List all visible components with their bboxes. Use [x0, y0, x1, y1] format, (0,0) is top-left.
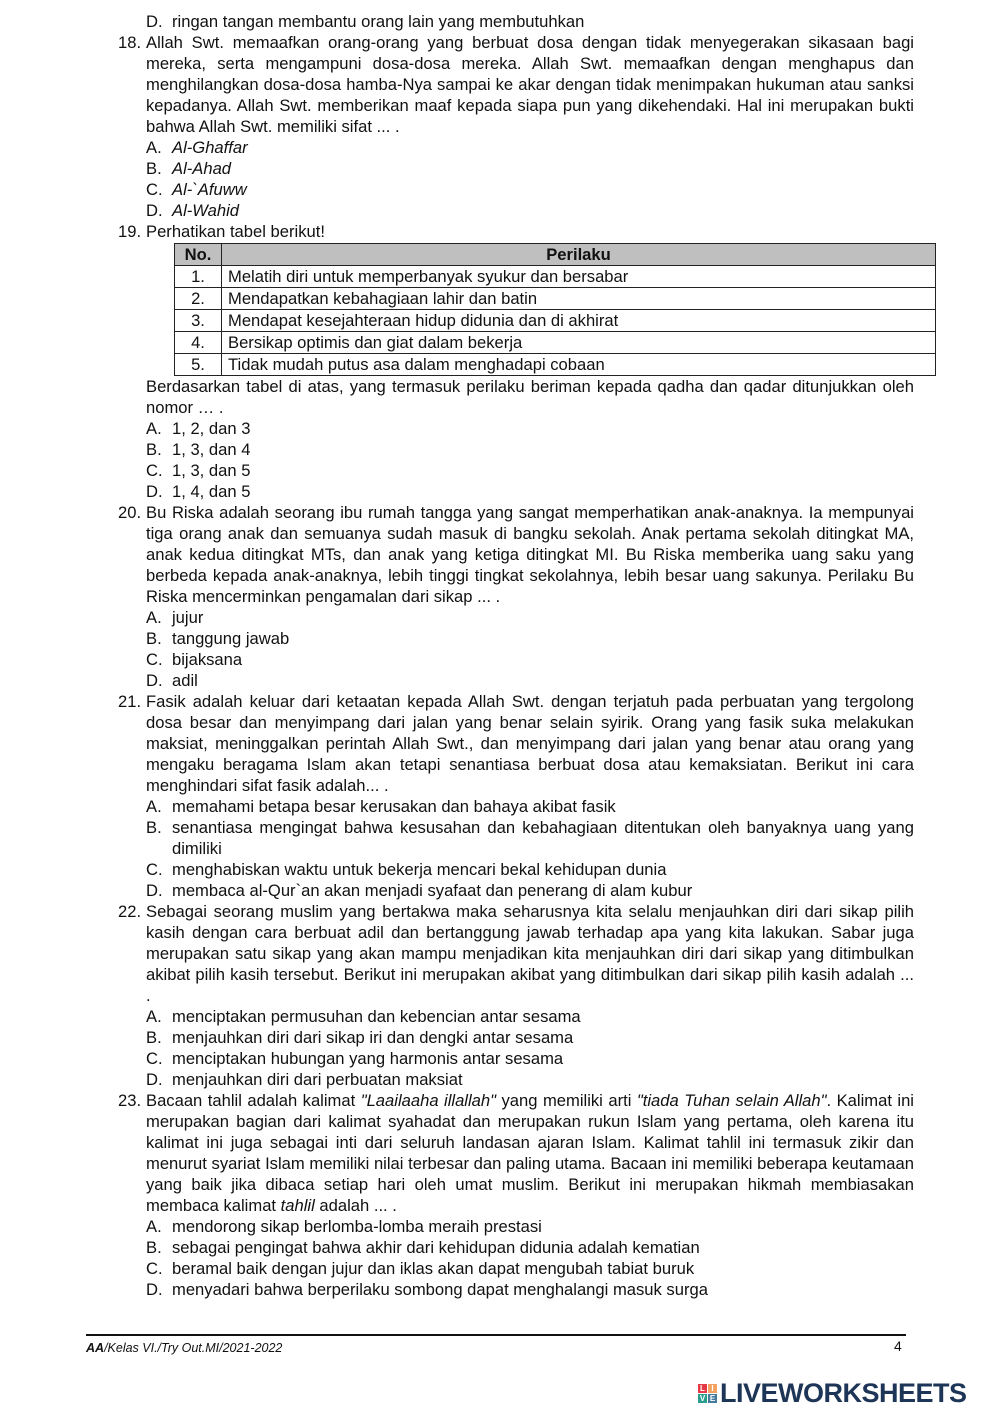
option-text: menghabiskan waktu untuk bekerja mencari bekal kehidupan dunia [172, 860, 667, 879]
option-label: C. [146, 1049, 163, 1068]
option-label: D. [146, 1280, 163, 1299]
option-label: A. [146, 138, 162, 157]
question-text-segment: Allah Swt. memaafkan orang-orang yang berbuat dosa dengan tidak menyegerakan sikasaan bagi mereka, serta mengampuni dosa-dosa mereka. Allah Swt. memaafkan dengan menghapus dan menghilangkan dosa-dosa hamba-Nya sampai ke akar dengan tidak menimpakan hukuman atau sanksi kepadanya. Allah Swt. memberikan maaf kepada siapa pun yang dikehendaki. Hal ini merupakan bukti bahwa Allah Swt. memiliki sifat ... . [146, 33, 914, 136]
question-text-segment: tahlil [280, 1196, 315, 1215]
option-text: menyadari bahwa berperilaku sombong dapat menghalangi masuk surga [172, 1280, 708, 1299]
answer-option [146, 179, 914, 200]
answer-option [146, 670, 914, 691]
option-label: B. [146, 818, 162, 837]
option-label: D. [146, 482, 163, 501]
footer-doc-code [86, 1338, 282, 1359]
question-text [146, 502, 914, 607]
footer-divider [86, 1334, 906, 1336]
answer-option [146, 481, 914, 502]
question-text [146, 221, 914, 242]
footer-initials: AA [86, 1341, 105, 1355]
logo-mark-letter: E [709, 1393, 716, 1403]
table-cell: Tidak mudah putus asa dalam menghadapi cobaan [222, 354, 936, 376]
logo-mark-icon [698, 1384, 717, 1403]
table-cell: Bersikap optimis dan giat dalam bekerja [222, 332, 936, 354]
question-list [118, 32, 914, 1300]
question-23 [118, 1090, 914, 1300]
option-text: beramal baik dengan jujur dan iklas akan dapat mengubah tabiat buruk [172, 1259, 695, 1278]
table-row [175, 332, 936, 354]
option-label: A. [146, 1007, 162, 1026]
answer-option [146, 1237, 914, 1258]
answer-option [146, 628, 914, 649]
table-header: Perilaku [222, 244, 936, 266]
question-text [146, 1090, 914, 1216]
option-label: A. [146, 797, 162, 816]
option-label: D. [146, 1070, 163, 1089]
question-number: 21. [118, 692, 142, 711]
table-cell: 1. [175, 266, 222, 288]
question-text-segment: Sebagai seorang muslim yang bertakwa maka seharusnya kita selalu menjauhkan diri dari sikap pilih kasih dengan cara berbuat adil dan bertanggung jawab terhadap apa yang kita lakukan. Sabar juga merupakan satu sikap yang akan mampu menjadikan kita menjauhkan diri dari sikap yang ditimbulkan akibat pilih kasih tersebut. Berikut ini merupakan akibat yang ditimbulkan dari sikap pilih kasih adalah ... . [146, 902, 914, 1005]
question-number: 23. [118, 1091, 142, 1110]
option-label: C. [146, 1259, 163, 1278]
table-row [175, 288, 936, 310]
option-text: ringan tangan membantu orang lain yang membutuhkan [172, 12, 585, 31]
table-cell: 3. [175, 310, 222, 332]
option-text: Al-Ahad [172, 159, 232, 178]
option-text: sebagai pengingat bahwa akhir dari kehidupan didunia adalah kematian [172, 1238, 700, 1257]
option-text: menciptakan permusuhan dan kebencian antar sesama [172, 1007, 581, 1026]
question-22 [118, 901, 914, 1090]
option-text: Al-Ghaffar [172, 138, 248, 157]
option-label: A. [146, 1217, 162, 1236]
table-cell: 4. [175, 332, 222, 354]
answer-option [146, 137, 914, 158]
option-label: B. [146, 629, 162, 648]
question-followup: Berdasarkan tabel di atas, yang termasuk perilaku beriman kepada qadha dan qadar ditunjukkan oleh nomor … . [146, 377, 914, 417]
option-label: D. [146, 671, 163, 690]
option-text: menjauhkan diri dari perbuatan maksiat [172, 1070, 463, 1089]
option-text: bijaksana [172, 650, 243, 669]
liveworksheets-logo [698, 1378, 967, 1408]
option-text: jujur [172, 608, 204, 627]
answer-option [146, 649, 914, 670]
option-text: mendorong sikap berlomba-lomba meraih prestasi [172, 1217, 542, 1236]
option-text: 1, 2, dan 3 [172, 419, 251, 438]
question-21 [118, 691, 914, 901]
option-label: C. [146, 650, 163, 669]
option-label: D. [146, 12, 163, 31]
option-label: D. [146, 881, 163, 900]
answer-option [146, 859, 914, 880]
answer-option [146, 1279, 914, 1300]
table-cell: Mendapatkan kebahagiaan lahir dan batin [222, 288, 936, 310]
answer-option [146, 460, 914, 481]
option-label: A. [146, 608, 162, 627]
option-label: B. [146, 1028, 162, 1047]
behavior-table [174, 243, 936, 376]
logo-mark-letter: V [699, 1393, 706, 1403]
footer-code: /Kelas VI./Try Out.MI/2021-2022 [104, 1341, 283, 1355]
option-label: D. [146, 201, 163, 220]
option-label: B. [146, 159, 162, 178]
question-text [146, 901, 914, 1006]
question-text-segment: Bacaan tahlil adalah kalimat [146, 1091, 361, 1110]
answer-option [146, 158, 914, 179]
answer-option [146, 1258, 914, 1279]
answer-option [146, 439, 914, 460]
table-cell: 5. [175, 354, 222, 376]
question-19 [118, 221, 914, 502]
table-cell: Melatih diri untuk memperbanyak syukur dan bersabar [222, 266, 936, 288]
question-18 [118, 32, 914, 221]
question-text-segment: Fasik adalah keluar dari ketaatan kepada Allah Swt. dengan terjatuh pada perbuatan yang tergolong dosa besar dan menyimpang dari jalan yang benar selain syirik. Orang yang fasik suka melakukan maksiat, meninggalkan perintah Allah Swt., dan menyimpang dari jalan yang benar atau orang yang mengaku beragama Islam akan tetapi senantiasa berbuat dosa atau kemaksiatan. Berikut ini cara menghindari sifat fasik adalah... . [146, 692, 914, 795]
table-header: No. [175, 244, 222, 266]
table-cell: Mendapat kesejahteraan hidup didunia dan di akhirat [222, 310, 936, 332]
question-text-segment: adalah ... . [314, 1196, 397, 1215]
option-text: 1, 4, dan 5 [172, 482, 251, 501]
option-text: menjauhkan diri dari sikap iri dan dengki antar sesama [172, 1028, 574, 1047]
answer-option [146, 1048, 914, 1069]
table-cell: 2. [175, 288, 222, 310]
answer-option [146, 1006, 914, 1027]
option-text: adil [172, 671, 198, 690]
question-text-segment: yang memiliki arti [496, 1091, 637, 1110]
table-row [175, 354, 936, 376]
question-number: 22. [118, 902, 142, 921]
option-label: A. [146, 419, 162, 438]
option-label: C. [146, 461, 163, 480]
option-text: Al-`Afuww [172, 180, 247, 199]
question-text-segment: "tiada Tuhan selain Allah" [636, 1091, 827, 1110]
logo-mark-letter: L [698, 1384, 707, 1393]
option-label: B. [146, 440, 162, 459]
question-text-segment: "Laailaaha illallah" [360, 1091, 497, 1110]
carryover-option [118, 11, 914, 32]
option-label: C. [146, 860, 163, 879]
answer-option [146, 1027, 914, 1048]
question-text [146, 691, 914, 796]
question-text [146, 32, 914, 137]
question-20 [118, 502, 914, 691]
option-text: membaca al-Qur`an akan menjadi syafaat dan penerang di alam kubur [172, 881, 693, 900]
option-text: tanggung jawab [172, 629, 290, 648]
option-label: C. [146, 180, 163, 199]
logo-mark-letter: I [708, 1384, 717, 1393]
option-text: senantiasa mengingat bahwa kesusahan dan kebahagiaan ditentukan oleh banyaknya uang yang dimiliki [172, 818, 914, 858]
table-row [175, 310, 936, 332]
question-text-segment: Bu Riska adalah seorang ibu rumah tangga yang sangat memperhatikan anak-anaknya. Ia mempunyai tiga orang anak dan semuanya sudah masuk di bangku sekolah. Anak pertama sekolah ditingkat MA, anak kedua ditingkat MTs, dan anak yang ketiga ditingkat MI. Bu Riska memberika uang saku yang berbeda kepada anak-anaknya, lebih tinggi tingkat sekolahnya, lebih besar uang sakunya. Perilaku Bu Riska mencerminkan pengamalan dari sikap ... . [146, 503, 914, 606]
question-text-segment: . Kalimat ini merupakan bagian dari kalimat syahadat dan merupakan rukun Islam yang pertama, oleh karena itu kalimat ini juga sebagai inti dari seluruh landasan ajaran Islam. Kalimat tahlil ini termasuk zikir dan menurut syariat Islam memiliki nilai terbesar dan paling utama. Bacaan ini memiliki beberapa keutamaan yang baik jika dibaca setiap hari oleh umat muslim. Berikut ini merupakan hikmah membiasakan membaca kalimat [146, 1091, 914, 1215]
question-number: 19. [118, 222, 142, 241]
answer-option [146, 817, 914, 859]
answer-option [146, 1216, 914, 1237]
answer-option [146, 796, 914, 817]
option-text: 1, 3, dan 4 [172, 440, 251, 459]
option-label: B. [146, 1238, 162, 1257]
option-text: menciptakan hubungan yang harmonis antar sesama [172, 1049, 564, 1068]
worksheet-page [118, 11, 914, 1300]
answer-option [146, 418, 914, 439]
table-header-row [175, 244, 936, 266]
option-text: 1, 3, dan 5 [172, 461, 251, 480]
answer-option [146, 1069, 914, 1090]
page-number: 4 [894, 1338, 902, 1354]
question-text-segment: Perhatikan tabel berikut! [146, 222, 325, 241]
answer-option [146, 607, 914, 628]
question-number: 20. [118, 503, 142, 522]
table-row [175, 266, 936, 288]
option-text: Al-Wahid [172, 201, 240, 220]
option-text: memahami betapa besar kerusakan dan bahaya akibat fasik [172, 797, 616, 816]
answer-option [146, 880, 914, 901]
question-number: 18. [118, 33, 142, 52]
logo-text: LIVEWORKSHEETS [720, 1378, 967, 1408]
answer-option [146, 200, 914, 221]
